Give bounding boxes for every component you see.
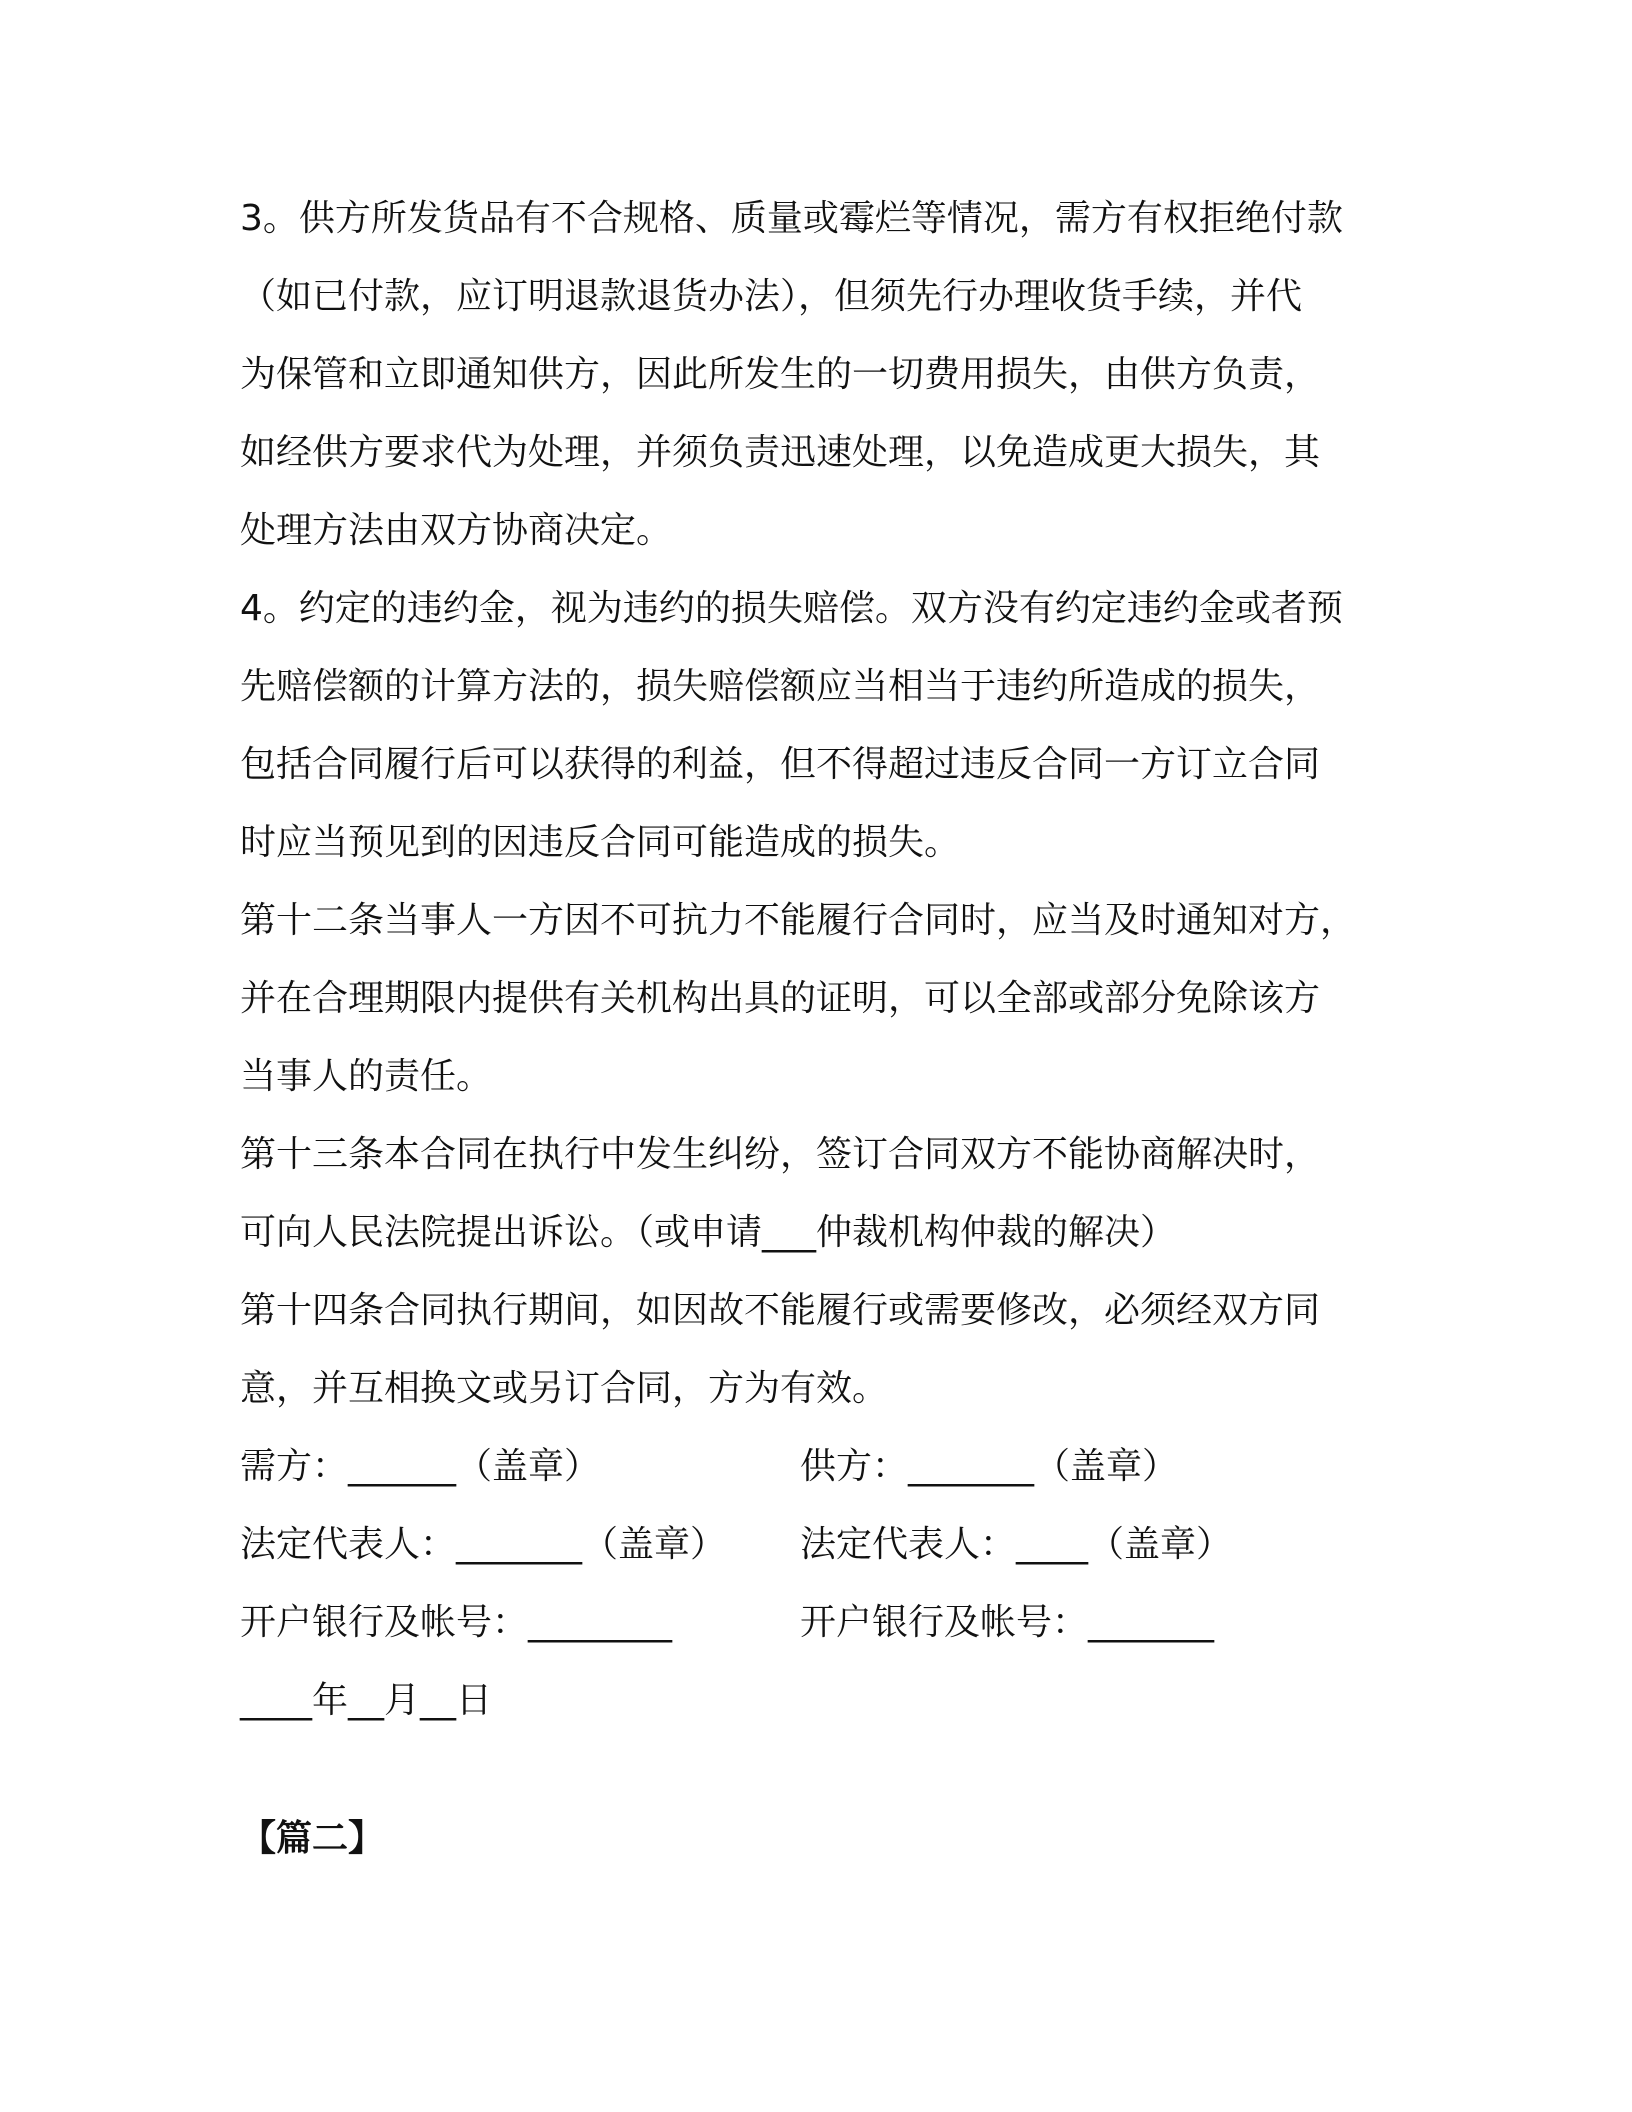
signature-row-representative bbox=[240, 1506, 1400, 1584]
text-line: 为保管和立即通知供方，因此所发生的一切费用损失，由供方负责， bbox=[240, 354, 1321, 395]
text-line: 并在合理期限内提供有关机构出具的证明，可以全部或部分免除该方 bbox=[240, 978, 1321, 1019]
document-body bbox=[240, 180, 1400, 1740]
text-line: 如经供方要求代为处理，并须负责迅速处理，以免造成更大损失，其 bbox=[240, 432, 1321, 473]
buyer-representative: 法定代表人：_______（盖章） bbox=[240, 1524, 727, 1565]
signature-row-date bbox=[240, 1662, 1400, 1740]
signature-row-party bbox=[240, 1428, 1400, 1506]
buyer-bank-account: 开户银行及帐号：________ bbox=[240, 1602, 673, 1643]
text-line: 先赔偿额的计算方法的，损失赔偿额应当相当于违约所造成的损失， bbox=[240, 666, 1321, 707]
section-heading: 【篇二】 bbox=[240, 1818, 385, 1859]
paragraph-clause-3 bbox=[240, 180, 1400, 570]
signing-date: ____年__月__日 bbox=[240, 1680, 493, 1721]
text-line: 当事人的责任。 bbox=[240, 1056, 493, 1097]
text-line: 3。供方所发货品有不合规格、质量或霉烂等情况，需方有权拒绝付款 bbox=[240, 198, 1343, 239]
text-line: 4。约定的违约金，视为违约的损失赔偿。双方没有约定违约金或者预 bbox=[240, 588, 1343, 629]
paragraph-clause-4 bbox=[240, 570, 1400, 882]
supplier-signature: 供方：_______（盖章） bbox=[800, 1446, 1179, 1487]
text-line: 处理方法由双方协商决定。 bbox=[240, 510, 673, 551]
text-line: 第十二条当事人一方因不可抗力不能履行合同时，应当及时通知对方， bbox=[240, 900, 1357, 941]
text-line: 时应当预见到的因违反合同可能造成的损失。 bbox=[240, 822, 961, 863]
text-line: 包括合同履行后可以获得的利益，但不得超过违反合同一方订立合同 bbox=[240, 744, 1321, 785]
supplier-representative: 法定代表人：____（盖章） bbox=[800, 1524, 1233, 1565]
paragraph-article-12 bbox=[240, 882, 1400, 1116]
paragraph-article-13 bbox=[240, 1116, 1400, 1272]
text-line: （如已付款，应订明退款退货办法），但须先行办理收货手续，并代 bbox=[240, 276, 1303, 317]
signature-block bbox=[240, 1428, 1400, 1740]
text-line: 第十四条合同执行期间，如因故不能履行或需要修改，必须经双方同 bbox=[240, 1290, 1321, 1331]
paragraph-article-14 bbox=[240, 1272, 1400, 1428]
text-line: 可向人民法院提出诉讼。（或申请___仲裁机构仲裁的解决） bbox=[240, 1212, 1177, 1253]
buyer-signature: 需方：______（盖章） bbox=[240, 1446, 601, 1487]
signature-row-bank bbox=[240, 1584, 1400, 1662]
text-line: 意，并互相换文或另订合同，方为有效。 bbox=[240, 1368, 889, 1409]
supplier-bank-account: 开户银行及帐号：_______ bbox=[800, 1602, 1215, 1643]
text-line: 第十三条本合同在执行中发生纠纷，签订合同双方不能协商解决时， bbox=[240, 1134, 1321, 1175]
